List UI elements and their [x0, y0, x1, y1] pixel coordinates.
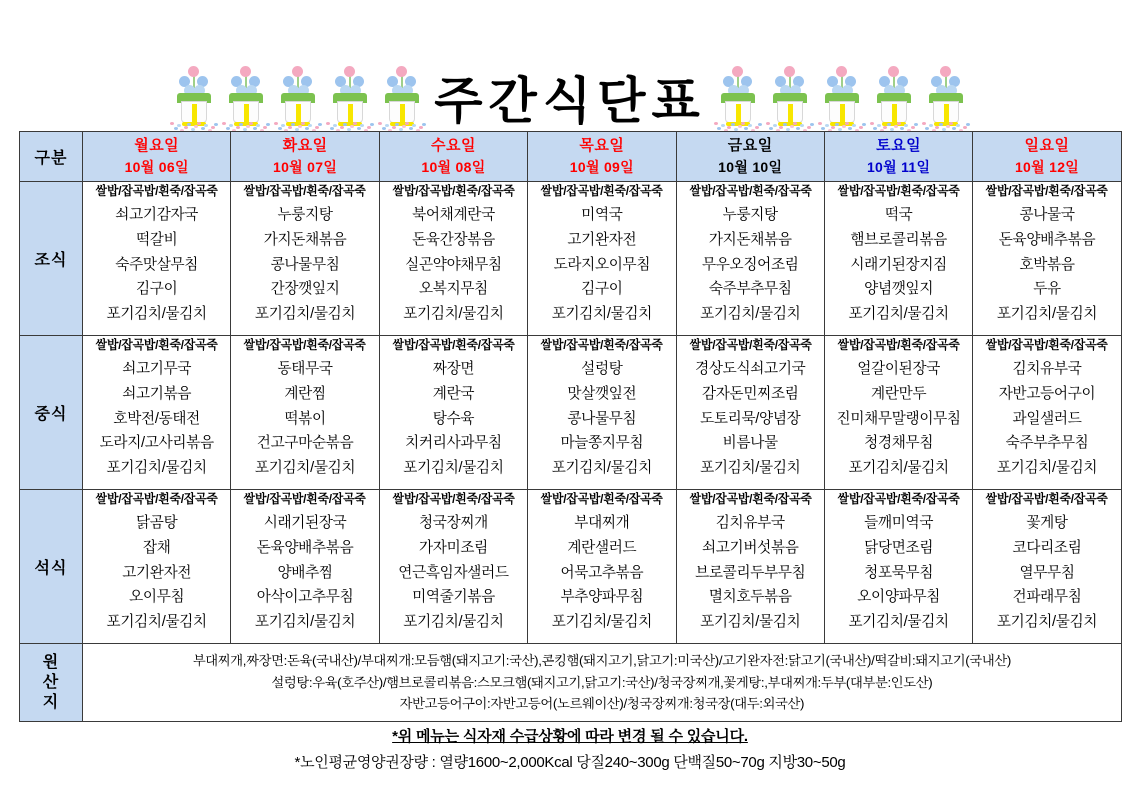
dish-item: 포기김치/물김치 [403, 614, 504, 631]
dish-list [825, 199, 972, 333]
rice-options: 쌀밥/잡곡밥/흰죽/잡곡죽 [540, 338, 663, 352]
dish-item: 고기완자전 [567, 231, 637, 248]
dish-item: 쇠고기감자국 [115, 207, 199, 224]
meal-cell [231, 490, 379, 644]
dish-item: 오이무침 [129, 589, 185, 606]
title-banner [0, 52, 1140, 130]
origin-label-char: 산 [42, 673, 60, 691]
dish-list [973, 199, 1120, 333]
dish-item: 도라지오이무침 [553, 256, 651, 273]
meal-row-조식 [20, 182, 1122, 336]
dish-item: 호박볶음 [1019, 256, 1075, 273]
dish-item: 도라지/고사리볶음 [99, 435, 214, 452]
flower-pot-icon [764, 60, 816, 130]
dish-item: 포기김치/물김치 [106, 460, 207, 477]
dish-item: 아삭이고추무침 [256, 589, 354, 606]
dish-item: 누룽지탕 [722, 207, 778, 224]
day-date: 10월 11일 [866, 159, 931, 176]
dish-item: 포기김치/물김치 [551, 306, 653, 323]
dish-item: 설렁탕 [581, 361, 623, 378]
rice-options: 쌀밥/잡곡밥/흰죽/잡곡죽 [986, 184, 1109, 198]
dish-item: 미역줄기볶음 [412, 589, 495, 606]
dish-item: 계란찜 [284, 385, 326, 402]
day-header-2 [231, 132, 379, 182]
rice-options: 쌀밥/잡곡밥/흰죽/잡곡죽 [837, 492, 960, 506]
dish-item: 비름나물 [722, 435, 778, 452]
dish-item: 김구이 [135, 281, 178, 298]
meal-cell [83, 336, 231, 490]
page-title: 주간식단표 [434, 72, 706, 130]
flower-pots-right [712, 60, 972, 130]
dish-item: 계란샐러드 [567, 539, 637, 556]
dish-list [825, 507, 972, 641]
dish-item: 떡갈비 [135, 231, 178, 248]
flower-pot-icon [324, 60, 376, 130]
flower-pot-icon [220, 60, 272, 130]
dish-item: 호박전/동태전 [113, 410, 200, 427]
rice-options: 쌀밥/잡곡밥/흰죽/잡곡죽 [689, 492, 812, 506]
dish-item: 콩나물무침 [270, 256, 340, 273]
dish-item: 청경채무침 [864, 435, 934, 452]
dish-item: 청포묵무침 [864, 564, 934, 581]
rice-options: 쌀밥/잡곡밥/흰죽/잡곡죽 [540, 492, 663, 506]
dish-item: 닭곰탕 [135, 515, 178, 532]
rice-options: 쌀밥/잡곡밥/흰죽/잡곡죽 [392, 492, 515, 506]
dish-item: 건파래무침 [1012, 589, 1082, 606]
dish-item: 감자돈민찌조림 [701, 385, 799, 402]
dish-item: 들깨미역국 [864, 515, 934, 532]
dish-item: 포기김치/물김치 [254, 306, 356, 323]
dish-list [528, 507, 675, 641]
meal-cell [231, 182, 379, 336]
meal-cell [83, 182, 231, 336]
dish-item: 브로콜리두부무침 [695, 564, 806, 581]
footer-notes [19, 724, 1121, 776]
dish-item: 건고구마순볶음 [256, 435, 354, 452]
dish-item: 꽃게탕 [1026, 515, 1068, 532]
dish-item: 경상도식쇠고기국 [695, 361, 806, 378]
rice-options: 쌀밥/잡곡밥/흰죽/잡곡죽 [392, 184, 515, 198]
day-name: 금요일 [727, 137, 773, 155]
origin-label-char: 지 [42, 693, 60, 711]
dish-item: 돈육양배추볶음 [256, 539, 354, 556]
dish-list [528, 353, 675, 487]
dish-item: 쇠고기볶음 [122, 385, 192, 402]
dish-item: 오이양파무침 [857, 589, 941, 606]
dish-item: 포기김치/물김치 [551, 614, 653, 631]
dish-item: 도토리묵/양념장 [700, 410, 801, 427]
dish-item: 양배추찜 [277, 564, 333, 581]
dish-item: 포기김치/물김치 [996, 460, 1098, 477]
dish-item: 시래기된장국 [263, 515, 347, 532]
meal-cell [83, 490, 231, 644]
dish-item: 실곤약야채무침 [405, 256, 502, 273]
origin-line: 부대찌개,짜장면:돈육(국내산)/부대찌개:모듬햄(돼지고기:국산),콘킹햄(돼지고기,닭고기:미국산)/고기완자전:닭고기(국내산)/떡갈비:돼지고기(국내산) [192, 653, 1011, 669]
meal-cell [379, 182, 527, 336]
dish-item: 오복지무침 [418, 281, 488, 298]
meal-row-석식 [20, 490, 1122, 644]
dish-item: 열무무침 [1019, 564, 1075, 581]
origin-line: 설렁탕:우육(호주산)/햄브로콜리볶음:스모크햄(돼지고기,닭고기:국산)/청국장찌개,꽃게탕:,부대찌개:두부(대부분:인도산) [271, 674, 933, 690]
meal-cell [379, 336, 527, 490]
dish-item: 포기김치/물김치 [403, 306, 504, 323]
dish-item: 포기김치/물김치 [254, 614, 356, 631]
dish-item: 마늘쫑지무침 [560, 435, 644, 452]
dish-item: 포기김치/물김치 [106, 306, 207, 323]
day-header-7 [973, 132, 1121, 182]
day-date: 10월 06일 [124, 159, 189, 176]
dish-list [380, 507, 527, 641]
dish-item: 숙주부추무침 [708, 281, 792, 298]
origin-text [83, 644, 1122, 722]
dish-item: 닭당면조림 [864, 539, 934, 556]
dish-item: 잡채 [142, 539, 171, 556]
dish-list [380, 199, 527, 333]
dish-item: 어묵고추볶음 [560, 564, 644, 581]
origin-label [20, 644, 83, 722]
dish-item: 가지돈채볶음 [263, 231, 347, 248]
rice-options: 쌀밥/잡곡밥/흰죽/잡곡죽 [95, 338, 218, 352]
rice-options: 쌀밥/잡곡밥/흰죽/잡곡죽 [986, 492, 1109, 506]
rice-options: 쌀밥/잡곡밥/흰죽/잡곡죽 [837, 184, 960, 198]
day-name: 월요일 [134, 137, 180, 155]
flower-pot-icon [712, 60, 764, 130]
meal-cell [676, 490, 824, 644]
dish-list [677, 199, 824, 333]
meal-cell [231, 336, 379, 490]
day-date: 10월 12일 [1014, 159, 1080, 176]
dish-item: 포기김치/물김치 [700, 614, 801, 631]
dish-item: 콩나물국 [1019, 207, 1075, 224]
dish-list [83, 507, 230, 641]
dish-item: 숙주맛살무침 [115, 256, 199, 273]
dish-item: 청국장찌개 [418, 515, 488, 532]
dish-item: 포기김치/물김치 [996, 306, 1098, 323]
dish-item: 고기완자전 [122, 564, 192, 581]
dish-item: 누룽지탕 [277, 207, 333, 224]
rice-options: 쌀밥/잡곡밥/흰죽/잡곡죽 [95, 184, 218, 198]
rice-options: 쌀밥/잡곡밥/흰죽/잡곡죽 [244, 184, 367, 198]
flower-pot-icon [376, 60, 428, 130]
dish-item: 미역국 [581, 207, 623, 224]
dish-list [83, 199, 230, 333]
dish-item: 두유 [1033, 281, 1061, 298]
dish-item: 코다리조림 [1012, 539, 1082, 556]
table-header [20, 132, 1122, 182]
dish-item: 포기김치/물김치 [700, 306, 801, 323]
meal-label-중식: 중식 [20, 336, 83, 490]
day-name: 토요일 [876, 137, 922, 155]
rice-options: 쌀밥/잡곡밥/흰죽/잡곡죽 [244, 492, 367, 506]
rice-options: 쌀밥/잡곡밥/흰죽/잡곡죽 [540, 184, 663, 198]
dish-item: 가자미조림 [418, 539, 488, 556]
rice-options: 쌀밥/잡곡밥/흰죽/잡곡죽 [95, 492, 218, 506]
table-body [20, 182, 1122, 722]
dish-item: 김치유부국 [715, 515, 785, 532]
dish-item: 숙주부추무침 [1005, 435, 1089, 452]
rice-options: 쌀밥/잡곡밥/흰죽/잡곡죽 [689, 338, 812, 352]
dish-item: 포기김치/물김치 [700, 460, 801, 477]
dish-item: 김치유부국 [1012, 361, 1082, 378]
dish-item: 자반고등어구이 [998, 385, 1096, 402]
dish-item: 떡국 [884, 207, 913, 224]
meal-cell [824, 182, 972, 336]
day-date: 10월 10일 [718, 159, 783, 176]
day-header-3 [379, 132, 527, 182]
rice-options: 쌀밥/잡곡밥/흰죽/잡곡죽 [837, 338, 960, 352]
dish-item: 계란만두 [871, 385, 927, 402]
dish-item: 부대찌개 [574, 515, 630, 532]
day-date: 10월 09일 [569, 159, 634, 176]
dish-item: 진미채무말랭이무침 [836, 410, 961, 427]
dish-list [825, 353, 972, 487]
meal-cell [973, 490, 1121, 644]
meal-cell [528, 490, 676, 644]
meal-label-조식: 조식 [20, 182, 83, 336]
flower-pot-icon [816, 60, 868, 130]
meal-cell [379, 490, 527, 644]
day-header-6 [824, 132, 972, 182]
day-name: 일요일 [1024, 137, 1070, 155]
dish-item: 과일샐러드 [1012, 410, 1082, 427]
dish-item: 가지돈채볶음 [708, 231, 792, 248]
meal-cell [824, 336, 972, 490]
dish-item: 무우오징어조림 [701, 256, 799, 273]
dish-item: 맛살깻잎전 [567, 385, 637, 402]
note-menu-change: *위 메뉴는 식자재 수급상황에 따라 변경 될 수 있습니다. [392, 728, 748, 745]
meal-cell [528, 182, 676, 336]
day-name: 수요일 [430, 137, 476, 155]
meal-row-중식 [20, 336, 1122, 490]
dish-item: 치커리사과무침 [405, 435, 502, 452]
dish-item: 떡볶이 [284, 410, 326, 427]
rice-options: 쌀밥/잡곡밥/흰죽/잡곡죽 [986, 338, 1109, 352]
dish-item: 포기김치/물김치 [106, 614, 207, 631]
meal-cell [528, 336, 676, 490]
dish-item: 포기김치/물김치 [254, 460, 356, 477]
dish-item: 햄브로콜리볶음 [850, 231, 947, 248]
day-name: 목요일 [579, 137, 625, 155]
dish-item: 간장깻잎지 [270, 281, 340, 298]
header-row [20, 132, 1122, 182]
meal-cell [676, 182, 824, 336]
dish-item: 시래기된장지짐 [850, 256, 947, 273]
dish-list [231, 507, 378, 641]
dish-list [973, 507, 1120, 641]
dish-item: 계란국 [432, 385, 475, 402]
meal-cell [676, 336, 824, 490]
dish-item: 포기김치/물김치 [848, 306, 949, 323]
menu-table [19, 131, 1122, 722]
origin-row [20, 644, 1122, 722]
dish-item: 얼갈이된장국 [857, 361, 941, 378]
dish-item: 포기김치/물김치 [848, 614, 949, 631]
dish-item: 동태무국 [277, 361, 333, 378]
meal-label-석식: 석식 [20, 490, 83, 644]
day-header-4 [528, 132, 676, 182]
dish-list [380, 353, 527, 487]
dish-item: 멸치호두볶음 [708, 589, 792, 606]
origin-line: 자반고등어구이:자반고등어(노르웨이산)/청국장찌개:청국장(대두:외국산) [399, 696, 805, 712]
dish-list [677, 507, 824, 641]
dish-list [528, 199, 675, 333]
dish-item: 포기김치/물김치 [403, 460, 504, 477]
day-name: 화요일 [282, 137, 328, 155]
flower-pot-icon [920, 60, 972, 130]
dish-item: 부추양파무침 [560, 589, 644, 606]
dish-item: 돈육간장볶음 [412, 231, 495, 248]
note-nutrition: *노인평균영양권장량 : 열량1600~2,000Kcal 당질240~300g 단백질50~70g 지방30~50g [294, 753, 846, 771]
corner-label: 구분 [20, 132, 83, 182]
dish-item: 쇠고기버섯볶음 [701, 539, 799, 556]
dish-list [83, 353, 230, 487]
dish-item: 포기김치/물김치 [848, 460, 949, 477]
dish-item: 양념깻잎지 [864, 281, 934, 298]
flower-pot-icon [168, 60, 220, 130]
meal-cell [824, 490, 972, 644]
dish-item: 쇠고기무국 [122, 361, 192, 378]
day-date: 10월 08일 [421, 159, 486, 176]
origin-label-char: 원 [42, 653, 60, 671]
rice-options: 쌀밥/잡곡밥/흰죽/잡곡죽 [392, 338, 515, 352]
dish-item: 짜장면 [432, 361, 475, 378]
dish-item: 돈육양배추볶음 [998, 231, 1096, 248]
dish-item: 탕수육 [432, 410, 475, 427]
day-date: 10월 07일 [272, 159, 338, 176]
dish-list [231, 353, 378, 487]
dish-item: 포기김치/물김치 [551, 460, 653, 477]
dish-item: 포기김치/물김치 [996, 614, 1098, 631]
dish-list [231, 199, 378, 333]
dish-item: 북어채계란국 [412, 207, 495, 224]
dish-item: 콩나물무침 [567, 410, 637, 427]
dish-item: 연근흑임자샐러드 [398, 564, 509, 581]
rice-options: 쌀밥/잡곡밥/흰죽/잡곡죽 [689, 184, 812, 198]
day-header-5 [676, 132, 824, 182]
dish-list [973, 353, 1120, 487]
meal-cell [973, 182, 1121, 336]
flower-pot-icon [272, 60, 324, 130]
dish-list [677, 353, 824, 487]
meal-cell [973, 336, 1121, 490]
flower-pots-left [168, 60, 428, 130]
flower-pot-icon [868, 60, 920, 130]
rice-options: 쌀밥/잡곡밥/흰죽/잡곡죽 [244, 338, 367, 352]
day-header-1 [83, 132, 231, 182]
dish-item: 김구이 [581, 281, 623, 298]
